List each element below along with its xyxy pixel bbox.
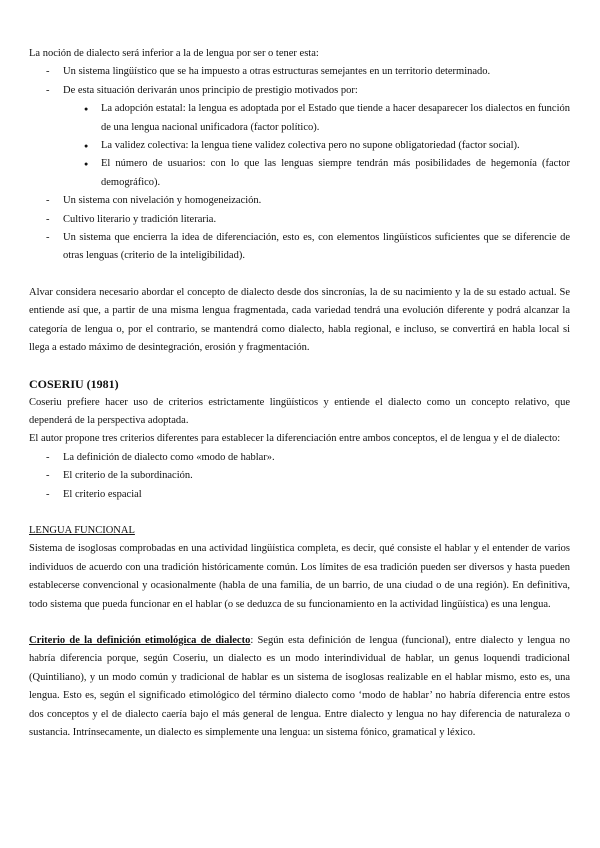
criterio-title: Criterio de la definición etimológica de dialecto xyxy=(29,634,251,646)
intro-list xyxy=(29,63,570,100)
lengua-funcional-heading: LENGUA FUNCIONAL xyxy=(29,524,135,536)
intro-list-continued xyxy=(29,192,570,266)
coseriu-heading: COSERIU (1981) xyxy=(29,376,119,391)
list-item: - El criterio de la subordinación. xyxy=(29,467,570,485)
criteria-list xyxy=(29,449,570,504)
prestige-sublist xyxy=(29,100,570,192)
coseriu-paragraph-1: Coseriu prefiere hacer uso de criterios estrictamente lingüísticos y entiende el dialecto como un concepto relativo, que dependerá de la perspectiva adoptada. xyxy=(29,396,570,426)
coseriu-paragraph-2: El autor propone tres criterios diferentes para establecer la diferenciación entre ambos conceptos, el de lengua y el de dialecto: xyxy=(29,433,561,445)
list-item: - De esta situación derivarán unos principio de prestigio motivados por: xyxy=(29,82,570,100)
criterio-paragraph xyxy=(29,632,570,742)
list-item: - Un sistema lingüístico que se ha impuesto a otras estructuras semejantes en un territorio determinado. xyxy=(29,63,570,81)
intro-lead: La noción de dialecto será inferior a la de lengua por ser o tener esta: xyxy=(29,48,319,59)
list-item: ● La adopción estatal: la lengua es adoptada por el Estado que tiende a hacer desaparecer los dialectos en función de una lengua nacional unificadora (factor político). xyxy=(29,100,570,137)
list-item: ● El número de usuarios: con lo que las lenguas siempre tendrán más posibilidades de hegemonía (factor demográfico). xyxy=(29,155,570,192)
lengua-funcional-paragraph: Sistema de isoglosas comprobadas en una actividad lingüística completa, es decir, qué consiste el hablar y el entender de varios individuos de acuerdo con una tradición históricamente común. Los límites de esa tradición pueden ser diversos y hasta pueden establecerse convencional y ocasionalmente (habla de una familia, de un barrio, de una ciudad o de una región). En definitiva, todo sistema que pueda funcionar en el hablar (o se deduzca de su funcionamiento en la actividad lingüística) es una lengua. xyxy=(29,543,570,610)
alvar-paragraph: Alvar considera necesario abordar el concepto de dialecto desde dos sincronías, la de su nacimiento y la de su estado actual. Se entiende así que, a partir de una misma lengua fragmentada, cada variedad tendrá una evolución diferente y podrá alcanzar la categoría de lengua o, por el contrario, se mantendrá como dialecto, habla regional, e incluso, se convertirá en habla local si llega a estado máximo de desintegración, erosión y fragmentación. xyxy=(29,286,570,354)
list-item: - El criterio espacial xyxy=(29,486,570,504)
criterio-body: : Según esta definición de lengua (funcional), entre dialecto y lengua no habría diferencia porque, según Coseriu, un dialecto es un modo interindividual de hablar, un genus loquendi tradicional (Quintiliano), y un modo común y tradicional de hablar es un sistema de isoglosas realizable en el hablar mismo, esto es, una lengua. Esto es, según el significado etimológico del término dialecto como ‘modo de hablar’ no habría diferencia entre estos dos conceptos y el de dialecto caería bajo el más general de lengua. Entre dialecto y lengua no hay diferencia de naturaleza o sustancia. Intrínsecamente, un dialecto es simplemente una lengua: un sistema fónico, gramatical y léxico. xyxy=(29,634,570,738)
list-item: - Un sistema con nivelación y homogeneización. xyxy=(29,192,570,210)
list-item: - Cultivo literario y tradición literaria. xyxy=(29,211,570,229)
list-item: ● La validez colectiva: la lengua tiene validez colectiva pero no supone obligatoriedad (factor social). xyxy=(29,137,570,155)
list-item: - La definición de dialecto como «modo de hablar». xyxy=(29,449,570,467)
list-item: - Un sistema que encierra la idea de diferenciación, esto es, con elementos lingüísticos suficientes que se diferencie de otras lenguas (criterio de la inteligibilidad). xyxy=(29,229,570,266)
